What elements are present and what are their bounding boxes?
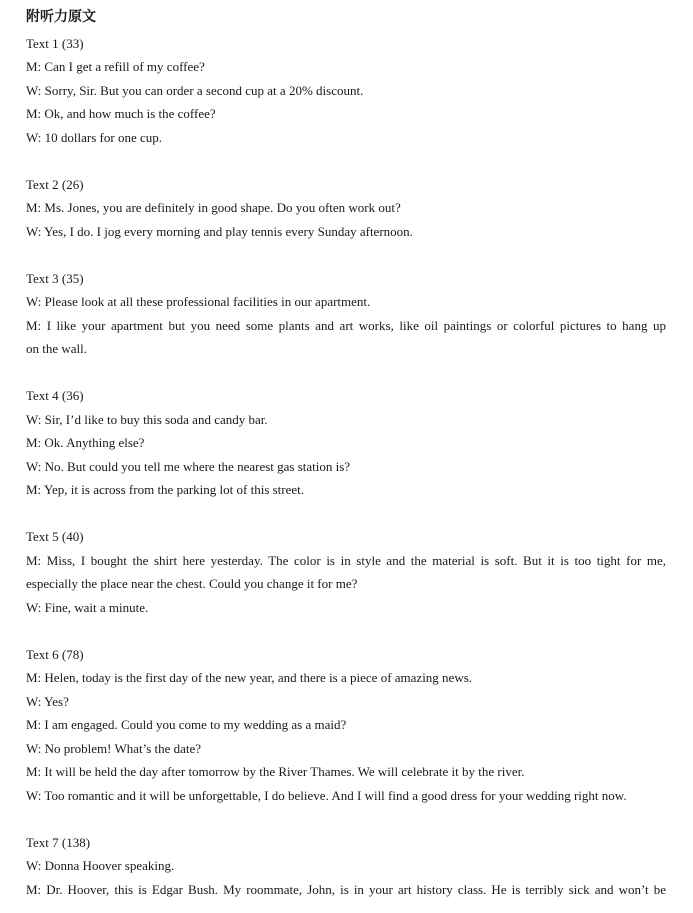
dialogue-line: W: Yes, I do. I jog every morning and play tennis every Sunday afternoon.	[26, 223, 413, 239]
dialogue-line: W: No. But could you tell me where the nearest gas station is?	[26, 458, 351, 474]
text-section-1	[26, 32, 666, 150]
dialogue-line: on the wall.	[26, 341, 88, 356]
dialogue-line: M: Yep, it is across from the parking lot of this street.	[26, 482, 305, 497]
section-title: Text 2 (26)	[26, 176, 84, 192]
section-spacer	[26, 361, 666, 385]
dialogue-line: W: Please look at all these professional facilities in our apartment.	[26, 294, 371, 309]
section-title: Text 7 (138)	[26, 834, 91, 850]
section-title: Text 3 (35)	[26, 270, 84, 286]
dialogue-line: M: It will be held the day after tomorrow by the River Thames. We will celebrate it by the river.	[26, 764, 525, 779]
section-spacer	[26, 807, 666, 831]
text-section-6	[26, 643, 666, 808]
text-section-3	[26, 267, 666, 361]
dialogue-line: M: I like your apartment but you need some plants and art works, like oil paintings or colorful pictures to hang up	[26, 317, 666, 333]
dialogue-line: M: Ok, and how much is the coffee?	[26, 106, 216, 121]
section-title: Text 4 (36)	[26, 388, 84, 403]
transcript-page	[26, 0, 666, 901]
dialogue-line: W: Fine, wait a minute.	[26, 599, 149, 615]
dialogue-line: W: 10 dollars for one cup.	[26, 129, 162, 145]
dialogue-line: M: Helen, today is the first day of the new year, and there is a piece of amazing news.	[26, 670, 473, 685]
dialogue-line: M: Ok. Anything else?	[26, 435, 145, 450]
dialogue-line: W: Sorry, Sir. But you can order a second cup at a 20% discount.	[26, 82, 364, 98]
dialogue-line: especially the place near the chest. Could you change it for me?	[26, 576, 358, 591]
dialogue-line: M: Can I get a refill of my coffee?	[26, 59, 205, 74]
text-section-5	[26, 525, 666, 619]
section-spacer	[26, 619, 666, 643]
section-title: Text 1 (33)	[26, 35, 84, 51]
dialogue-line: M: Ms. Jones, you are definitely in good shape. Do you often work out?	[26, 200, 401, 215]
section-spacer	[26, 502, 666, 526]
dialogue-line: W: Too romantic and it will be unforgettable, I do believe. And I will find a good dress for your wedding right now.	[26, 787, 627, 803]
dialogue-line: W: No problem! What’s the date?	[26, 740, 202, 756]
text-section-7	[26, 831, 666, 902]
section-title: Text 6 (78)	[26, 646, 84, 662]
dialogue-line: M: Dr. Hoover, this is Edgar Bush. My roommate, John, is in your art history class. He is terribly sick and won’t be	[26, 881, 666, 897]
dialogue-line: W: Yes?	[26, 693, 69, 709]
dialogue-line: M: Miss, I bought the shirt here yesterday. The color is in style and the material is soft. But it is too tight for me,	[26, 552, 666, 568]
text-section-2	[26, 173, 666, 244]
text-section-4	[26, 384, 666, 502]
dialogue-line: M: I am engaged. Could you come to my wedding as a maid?	[26, 717, 347, 732]
section-spacer	[26, 149, 666, 173]
section-spacer	[26, 243, 666, 267]
dialogue-line: W: Sir, I’d like to buy this soda and candy bar.	[26, 411, 268, 427]
dialogue-line: W: Donna Hoover speaking.	[26, 858, 175, 873]
page-heading: 附听力原文	[26, 9, 96, 25]
section-title: Text 5 (40)	[26, 529, 84, 544]
